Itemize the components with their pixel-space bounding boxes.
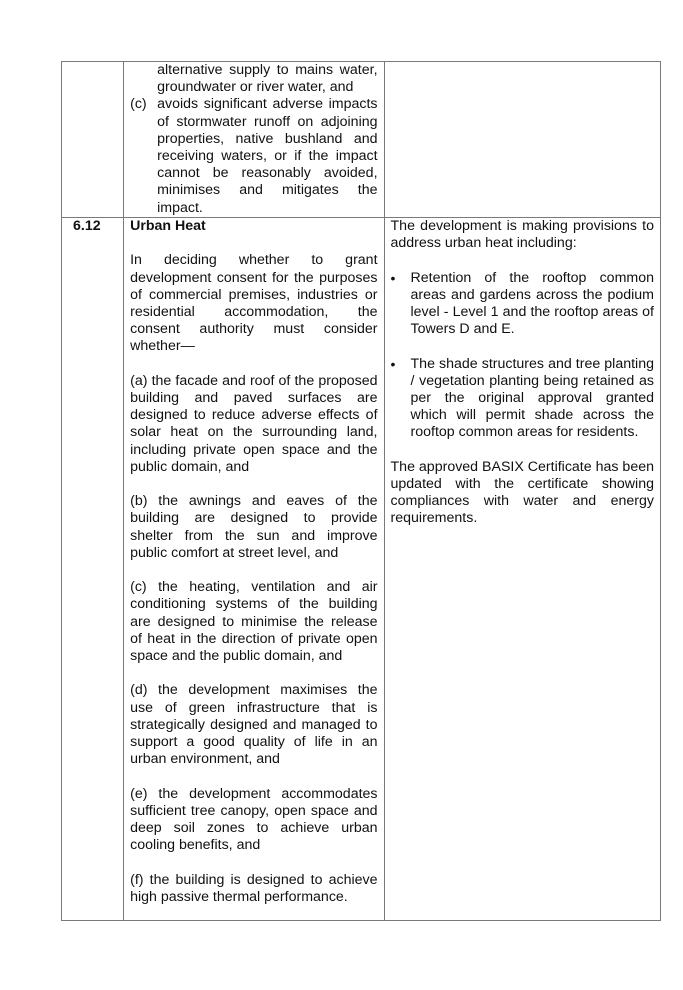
bullet-icon: • — [390, 269, 396, 286]
clause-intro: In deciding whether to grant development consent for the purposes of commercial premises, industries or residential accommodation, the consent authority must consider whether— — [130, 252, 378, 355]
table-row — [62, 218, 661, 921]
continued-text: alternative supply to mains water, groundwater or river water, and — [157, 62, 378, 96]
clause-item-f: (f) the building is designed to achieve high passive thermal performance. — [130, 871, 378, 905]
response-bullet-list — [391, 270, 654, 442]
list-item — [130, 96, 377, 216]
bullet-text: The shade structures and tree planting / vegetation planting being retained as per the original approval granted which will permit shade across the rooftop common areas for residents. — [410, 355, 654, 441]
clause-number-cell — [62, 218, 124, 921]
table-row — [62, 62, 661, 218]
clause-number-cell — [62, 62, 124, 218]
clause-item-b: (b) the awnings and eaves of the building are designed to provide shelter from the sun and improve public comfort at street level, and — [130, 493, 378, 561]
clause-item-d: (d) the development maximises the use of green infrastructure that is strategically designed and managed to support a good quality of life in an urban environment, and — [130, 682, 378, 768]
item-text: avoids significant adverse impacts of stormwater runoff on adjoining properties, native bushland and receiving waters, or if the impact cannot be reasonably avoided, minimises and mitigates the impact. — [157, 96, 378, 216]
response-cell — [384, 62, 660, 218]
control-cell — [124, 62, 384, 218]
clause-item-e: (e) the development accommodates sufficient tree canopy, open space and deep soil zones to achieve urban cooling benefits, and — [130, 785, 378, 854]
list-item — [391, 270, 654, 339]
compliance-table — [61, 61, 661, 921]
control-cell — [124, 218, 384, 921]
clause-item-a: (a) the facade and roof of the proposed building and paved surfaces are designed to reduce adverse effects of solar heat on the surrounding land, including private open space and the public domain, and — [130, 372, 378, 475]
list-item — [391, 356, 654, 442]
clause-item-c: (c) the heating, ventilation and air conditioning systems of the building are designed to minimise the release of heat in the direction of private open space and the public domain, and — [130, 579, 378, 665]
bullet-icon: • — [390, 355, 396, 372]
response-intro: The development is making provisions to address urban heat including: — [390, 218, 654, 252]
item-label: (c) — [130, 96, 147, 113]
response-basix: The approved BASIX Certificate has been updated with the certificate showing compliances with water and energy requirements. — [390, 458, 654, 527]
clause-heading: Urban Heat — [130, 218, 206, 234]
bullet-text: Retention of the rooftop common areas and gardens across the podium level - Level 1 and the rooftop areas of Towers D and E. — [410, 269, 654, 338]
clause-number: 6.12 — [73, 218, 101, 234]
response-cell — [384, 218, 660, 921]
